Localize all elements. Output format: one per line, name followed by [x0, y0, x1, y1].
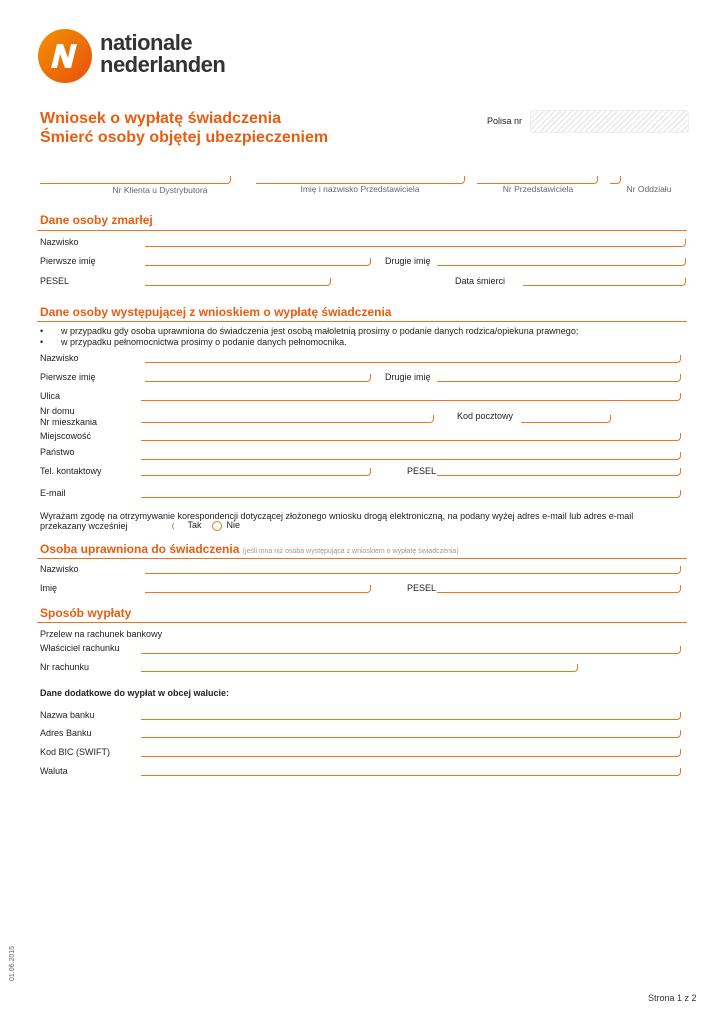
beneficiary-note: (jeśli inna niż osoba występująca z wnioskiem o wypłatę świadczenia) — [242, 548, 459, 555]
data-smierci-field[interactable] — [523, 278, 686, 286]
nazwisko-field[interactable] — [145, 355, 681, 363]
nr-domu-field[interactable] — [141, 415, 434, 423]
pierwsze-imie-field[interactable] — [145, 258, 371, 266]
ulica-field[interactable] — [141, 393, 681, 401]
consent-nie-option[interactable] — [212, 520, 240, 531]
consent-text-1: Wyrażam zgodę na otrzymywanie korespondencji dotyczącej złożonego wniosku drogą elektroniczną, na podany wyżej adres e-mail lub adres e-mail — [40, 511, 634, 521]
radio-nie-icon[interactable] — [212, 521, 222, 531]
section-beneficiary-title — [40, 542, 459, 556]
label-data-smierci: Data śmierci — [455, 276, 506, 286]
foreign-heading: Dane dodatkowe do wypłat w obcej walucie: — [40, 688, 230, 698]
email-field[interactable] — [141, 490, 681, 498]
section-divider — [37, 321, 687, 322]
miejscowosc-field[interactable] — [141, 433, 681, 441]
form-subtitle: Śmierć osoby objętej ubezpieczeniem — [40, 129, 329, 146]
label-panstwo: Państwo — [40, 447, 75, 457]
label-ulica: Ulica — [40, 391, 61, 401]
label-pesel: PESEL — [407, 583, 437, 593]
imie-field[interactable] — [145, 585, 371, 593]
section-divider — [37, 230, 687, 231]
tak-label: Tak — [187, 520, 202, 530]
label-wlasciciel: Właściciel rachunku — [40, 643, 120, 653]
label-pesel: PESEL — [407, 466, 437, 476]
section-deceased-title: Dane osoby zmarłej — [40, 213, 153, 227]
label-nr-rachunku: Nr rachunku — [40, 662, 90, 672]
label-imie: Imię — [40, 583, 58, 593]
label-email: E-mail — [40, 488, 66, 498]
label-pierwsze-imie: Pierwsze imię — [40, 372, 96, 382]
label-drugie-imie: Drugie imię — [385, 372, 431, 382]
logo — [37, 28, 237, 84]
label-pierwsze-imie: Pierwsze imię — [40, 256, 96, 266]
klient-label: Nr Klienta u Dystrybutora — [112, 185, 208, 195]
label-nazwisko: Nazwisko — [40, 237, 79, 247]
polisa-label: Polisa nr — [487, 116, 523, 126]
label-nazwa-banku: Nazwa banku — [40, 710, 95, 720]
consent-tak-option[interactable] — [172, 520, 202, 531]
section-divider — [37, 622, 687, 623]
pesel-field[interactable] — [437, 585, 681, 593]
waluta-field[interactable] — [141, 768, 681, 776]
nazwisko-field[interactable] — [145, 566, 681, 574]
bullet-text-1: w przypadku gdy osoba uprawniona do świadczenia jest osobą małoletnią prosimy o podanie danych rodzica/opiekuna prawnego; — [61, 326, 579, 336]
pierwsze-imie-field[interactable] — [145, 374, 371, 382]
przedstawiciel-nr-label: Nr Przedstawiciela — [502, 184, 574, 194]
date-code: 01.06.2015 — [9, 945, 17, 982]
section-applicant-title: Dane osoby występującej z wnioskiem o wypłatę świadczenia — [40, 305, 392, 319]
label-nr-mieszkania: Nr mieszkania — [40, 417, 98, 427]
logo-text-1: nationale — [100, 30, 193, 55]
label-drugie-imie: Drugie imię — [385, 256, 431, 266]
page-number: Strona 1 z 2 — [648, 993, 697, 1003]
kod-pocztowy-field[interactable] — [521, 415, 611, 423]
przedstawiciel-name-field[interactable] — [256, 176, 465, 184]
oddzial-field[interactable] — [610, 176, 621, 184]
radio-tak-icon[interactable] — [172, 521, 182, 531]
klient-field[interactable] — [40, 176, 231, 184]
label-waluta: Waluta — [40, 766, 68, 776]
label-miejscowosc: Miejscowość — [40, 431, 92, 441]
section-divider — [37, 558, 687, 559]
bullet-dot: • — [40, 337, 44, 347]
label-nr-domu: Nr domu — [40, 406, 75, 416]
label-tel: Tel. kontaktowy — [40, 466, 102, 476]
beneficiary-title-text: Osoba uprawniona do świadczenia — [40, 542, 240, 556]
label-nazwisko: Nazwisko — [40, 564, 79, 574]
form-title: Wniosek o wypłatę świadczenia — [40, 110, 281, 127]
drugie-imie-field[interactable] — [437, 374, 681, 382]
label-kod-pocztowy: Kod pocztowy — [457, 411, 514, 421]
kod-bic-field[interactable] — [141, 749, 681, 757]
wlasciciel-field[interactable] — [141, 646, 681, 654]
nr-rachunku-field[interactable] — [141, 664, 578, 672]
label-nazwisko: Nazwisko — [40, 353, 79, 363]
label-adres-banku: Adres Banku — [40, 728, 92, 738]
label-kod-bic: Kod BIC (SWIFT) — [40, 747, 111, 757]
pesel-field[interactable] — [145, 278, 331, 286]
przedstawiciel-name-label: Imię i nazwisko Przedstawiciela — [300, 184, 420, 194]
section-payment-title: Sposób wypłaty — [40, 606, 132, 620]
bullet-text-2: w przypadku pełnomocnictwa prosimy o podanie danych pełnomocnika. — [61, 337, 347, 347]
polisa-field[interactable] — [530, 110, 689, 133]
nn-logo-icon — [37, 28, 93, 84]
tel-field[interactable] — [141, 468, 371, 476]
logo-text-2: nederlanden — [100, 52, 226, 77]
pesel-field[interactable] — [437, 468, 681, 476]
przedstawiciel-nr-field[interactable] — [477, 176, 598, 184]
label-pesel: PESEL — [40, 276, 70, 286]
adres-banku-field[interactable] — [141, 730, 681, 738]
drugie-imie-field[interactable] — [437, 258, 686, 266]
nazwa-banku-field[interactable] — [141, 712, 681, 720]
oddzial-label: Nr Oddziału — [626, 184, 672, 194]
consent-text-2: przekazany wcześniej — [40, 521, 128, 531]
panstwo-field[interactable] — [141, 452, 681, 460]
label-przelew: Przelew na rachunek bankowy — [40, 629, 163, 639]
bullet-dot: • — [40, 326, 44, 336]
nie-label: Nie — [226, 520, 241, 530]
nazwisko-field[interactable] — [145, 239, 686, 247]
